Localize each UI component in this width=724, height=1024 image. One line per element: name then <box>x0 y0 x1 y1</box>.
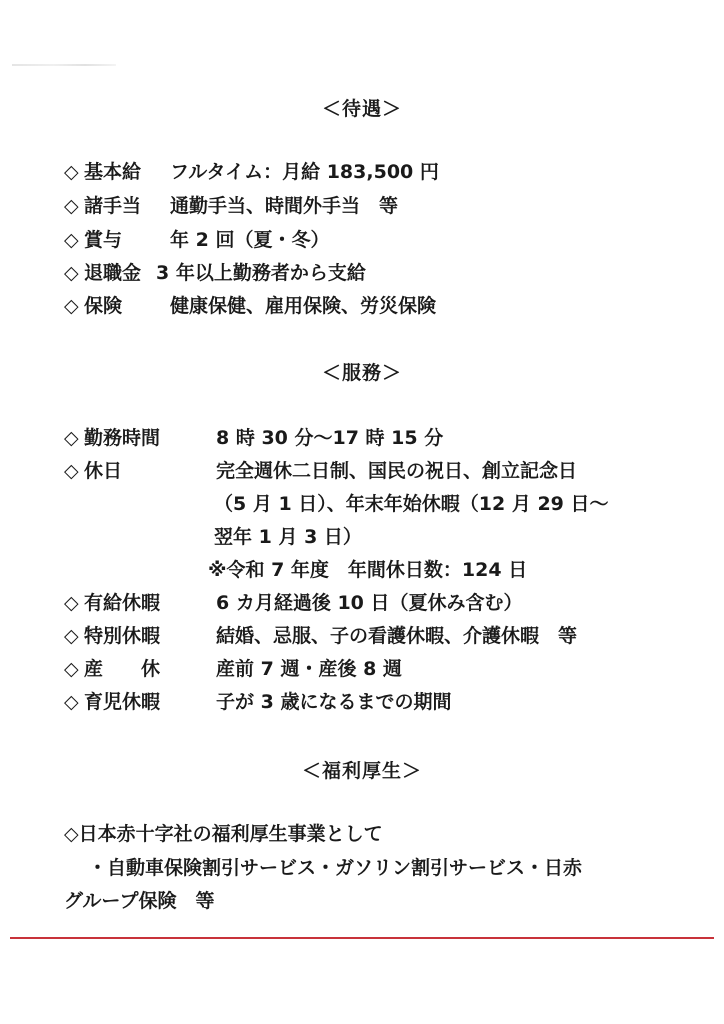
welfare-line: ◇日本赤十字社の福利厚生事業として <box>64 823 383 845</box>
welfare-line: グループ保険 等 <box>64 890 215 912</box>
list-item <box>64 228 330 252</box>
list-item <box>64 591 523 615</box>
item-label: 育児休暇 <box>84 691 161 713</box>
item-value: 3 年以上勤務者から支給 <box>156 262 366 284</box>
item-value: （5 月 1 日）、年末年始休暇（12 月 29 日～ <box>214 493 609 515</box>
item-value: 通勤手当、時間外手当 等 <box>170 195 399 217</box>
diamond-icon: ◇ <box>64 262 79 284</box>
item-label: 有給休暇 <box>84 592 161 614</box>
item-value: 翌年 1 月 3 日） <box>214 526 362 548</box>
diamond-icon: ◇ <box>64 229 79 251</box>
list-item <box>64 294 437 318</box>
diamond-icon: ◇ <box>64 460 79 482</box>
diamond-icon: ◇ <box>64 625 79 647</box>
item-value: 産前 7 週・産後 8 週 <box>216 658 402 680</box>
item-label: 基本給 <box>84 161 142 183</box>
diamond-icon: ◇ <box>64 295 79 317</box>
diamond-icon: ◇ <box>64 161 79 183</box>
list-item <box>64 624 578 648</box>
section-heading-taigu: ＜待遇＞ <box>321 98 402 120</box>
welfare-line: ・自動車保険割引サービス・ガソリン割引サービス・日赤 <box>88 857 583 879</box>
item-label: 諸手当 <box>84 195 142 217</box>
item-value: 結婚、忌服、子の看護休暇、介護休暇 等 <box>216 625 578 647</box>
item-value: 6 カ月経過後 10 日（夏休み含む） <box>216 592 523 614</box>
section-heading-fukumu: ＜服務＞ <box>321 362 402 384</box>
section-heading-fukuri: ＜福利厚生＞ <box>301 760 422 782</box>
list-item <box>64 194 399 218</box>
item-label: 退職金 <box>84 262 142 284</box>
list-item <box>64 160 439 184</box>
item-value: 年 2 回（夏・冬） <box>170 229 330 251</box>
item-label: 保険 <box>84 295 123 317</box>
diamond-icon: ◇ <box>64 592 79 614</box>
list-item <box>64 690 452 714</box>
item-value: フルタイム：月給 183,500 円 <box>170 161 439 183</box>
item-note: ※令和 7 年度 年間休日数：124 日 <box>208 559 528 581</box>
list-item <box>64 657 402 681</box>
list-item <box>64 261 366 285</box>
diamond-icon: ◇ <box>64 195 79 217</box>
item-label: 特別休暇 <box>84 625 161 647</box>
item-value: 子が 3 歳になるまでの期間 <box>216 691 452 713</box>
list-item <box>64 426 444 450</box>
item-label: 休日 <box>84 460 123 482</box>
bottom-rule <box>10 937 714 939</box>
scan-artifact <box>12 64 116 66</box>
item-value: 完全週休二日制、国民の祝日、創立記念日 <box>216 460 578 482</box>
item-label: 賞与 <box>84 229 123 251</box>
diamond-icon: ◇ <box>64 658 79 680</box>
item-label: 産 休 <box>84 658 161 680</box>
item-label: 勤務時間 <box>84 427 161 449</box>
list-item <box>64 459 578 483</box>
item-value: 8 時 30 分～17 時 15 分 <box>216 427 444 449</box>
item-value: 健康保健、雇用保険、労災保険 <box>170 295 437 317</box>
diamond-icon: ◇ <box>64 691 79 713</box>
diamond-icon: ◇ <box>64 427 79 449</box>
